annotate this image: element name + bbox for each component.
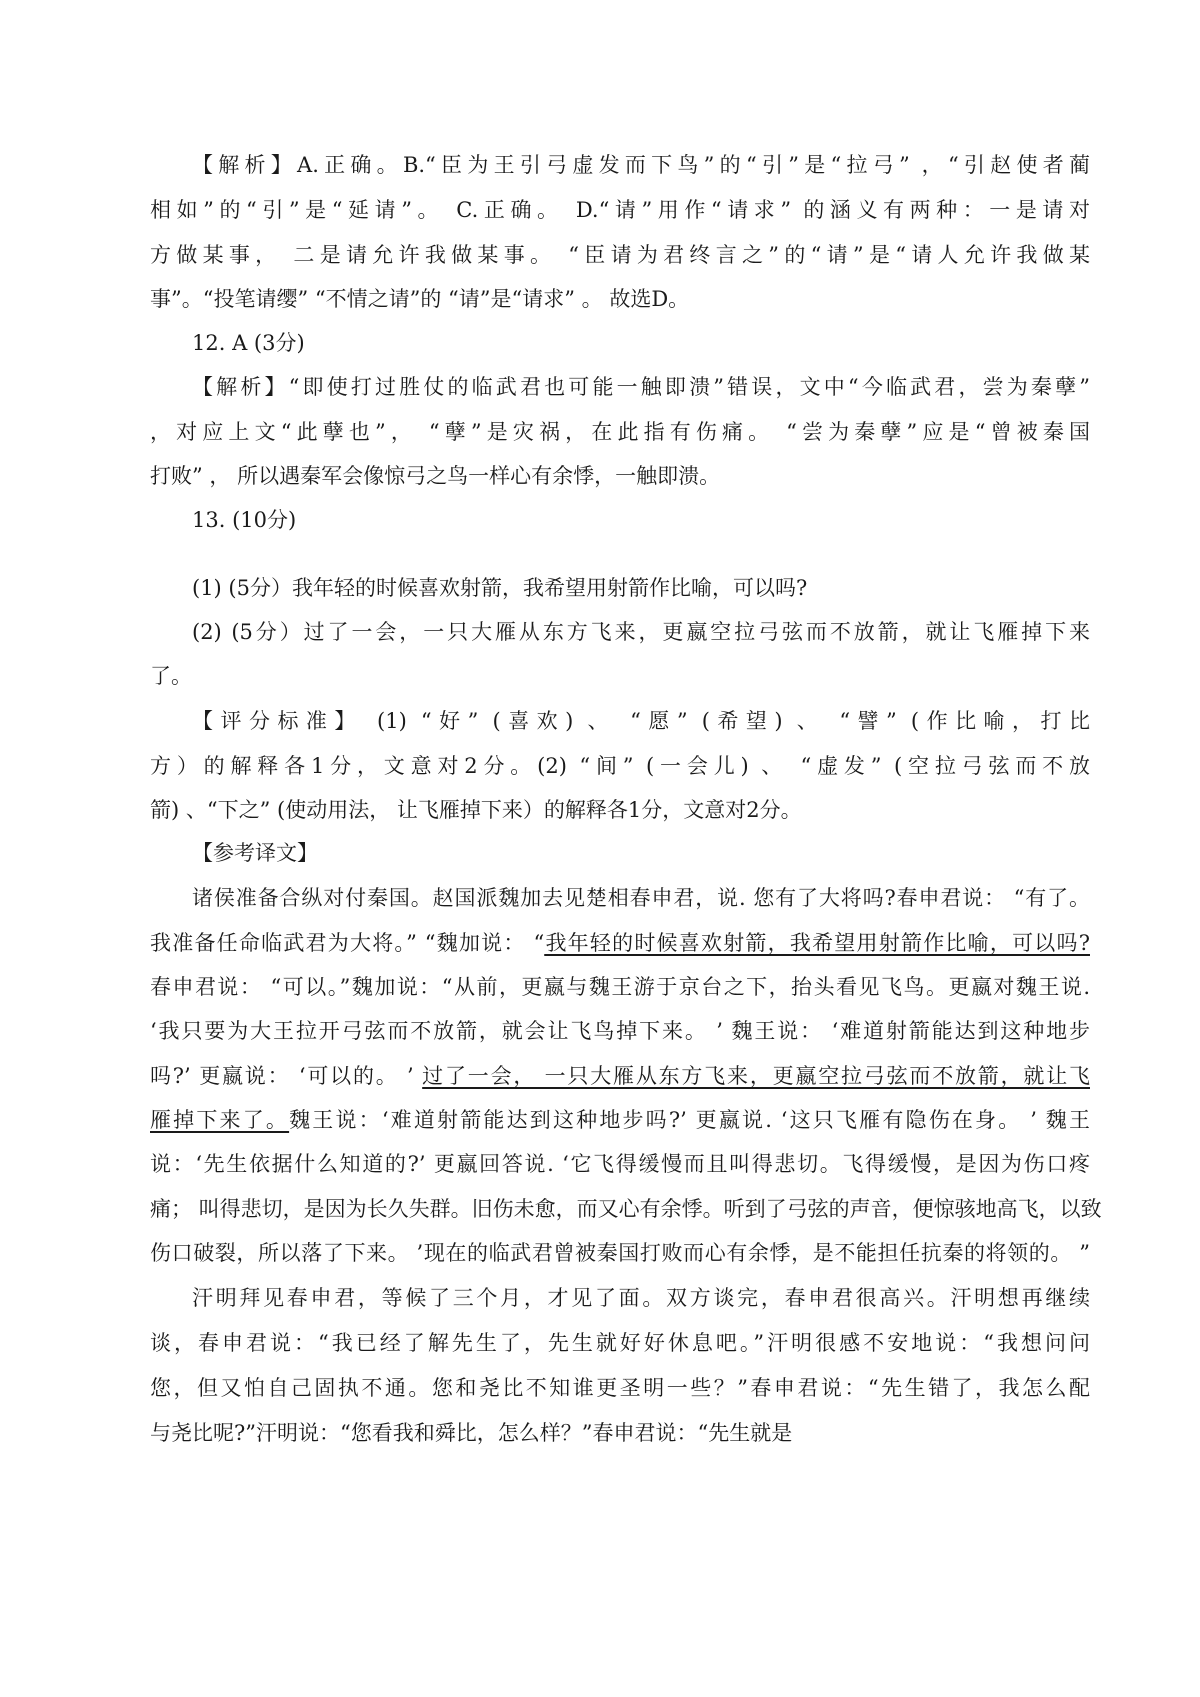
translation-line-8: 痛； 叫得悲切，是因为长久失群。旧伤未愈，而又心有余悸。听到了弓弦的声音，便惊骇地高飞，以致 (150, 1197, 1102, 1221)
scoring-line-3: 箭) 、“下之” (使动用法， 让飞雁掉下来）的解释各1分，文意对2分。 (150, 798, 802, 822)
translation-para-2-line-1: 汗明拜见春申君，等候了三个月，才见了面。双方谈完，春申君很高兴。汗明想再继续 (192, 1286, 1090, 1310)
translation-line-5-plain: 吗?’ 更嬴说： ‘可以的。 ’ (150, 1064, 423, 1088)
translation-line-6 (150, 1105, 1090, 1135)
translation-line-3: 春申君说： “可以。”魏加说：“从前，更嬴与魏王游于京台之下，抬头看见飞鸟。更嬴对魏王说. (150, 975, 1090, 999)
translation-para-2-line-2: 谈，春申君说：“我已经了解先生了，先生就好好休息吧。”汗明很感不安地说：“我想问问 (150, 1331, 1090, 1355)
translation-line-6-underlined: 雁掉下来了。 (150, 1108, 290, 1132)
translation-para-2-line-4: 与尧比呢?”汗明说：“您看我和舜比，怎么样？”春申君说：“先生就是 (150, 1421, 793, 1445)
answer-13-heading: 13. (10分) (192, 508, 297, 532)
analysis-11-line-4: 事”。“投笔请缨” “不情之请”的 “请”是“请求” 。 故选D。 (150, 287, 690, 311)
translation-line-2-underlined: 我年轻的时候喜欢射箭，我希望用射箭作比喻，可以吗? (544, 931, 1090, 955)
translation-line-5 (150, 1061, 1090, 1091)
scoring-line-2: 方）的解释各1分，文意对2分。(2) “间” (一会儿) 、 “虚发” (空拉弓弦而不放 (150, 754, 1090, 778)
analysis-11-line-3: 方做某事， 二是请允许我做某事。 “臣请为君终言之”的“请”是“请人允许我做某 (150, 243, 1090, 267)
translation-line-5-underlined: 过了一会， 一只大雁从东方飞来，更嬴空拉弓弦而不放箭，就让飞 (422, 1064, 1090, 1088)
analysis-12-line-1: 【解析】“即使打过胜仗的临武君也可能一触即溃”错误，文中“今临武君，尝为秦孽” (192, 375, 1090, 399)
translation-line-9: 伤口破裂，所以落了下来。 ’现在的临武君曾被秦国打败而心有余悸，是不能担任抗秦的将领的。 ” (150, 1241, 1090, 1265)
translation-line-7: 说：‘先生依据什么知道的?’ 更嬴回答说. ‘它飞得缓慢而且叫得悲切。飞得缓慢，是因为伤口疼 (150, 1152, 1090, 1176)
analysis-12-line-2: ，对应上文“此孽也”， “孽”是灾祸，在此指有伤痛。 “尝为秦孽”应是“曾被秦国 (150, 420, 1090, 444)
answer-12: 12. A (3分) (192, 331, 305, 355)
translation-line-1: 诸侯准备合纵对付秦国。赵国派魏加去见楚相春申君，说. 您有了大将吗?春申君说： “有了。 (192, 886, 1090, 910)
translation-line-2-plain: 我准备任命临武君为大将。” “魏加说： “ (150, 931, 545, 955)
translation-line-2 (150, 928, 1090, 958)
answer-13-part-2-line-2: 了。 (150, 664, 192, 688)
translation-line-4: ‘我只要为大王拉开弓弦而不放箭，就会让飞鸟掉下来。 ’ 魏王说： ‘难道射箭能达到这种地步 (150, 1019, 1090, 1043)
analysis-12-line-3: 打败” ， 所以遇秦军会像惊弓之鸟一样心有余悸，一触即溃。 (150, 464, 721, 488)
analysis-11-line-2: 相如”的“引”是“延请”。 C.正确。 D.“请”用作“请求” 的涵义有两种：一是请对 (150, 198, 1090, 222)
analysis-11-line-1: 【解析】A.正确。B.“臣为王引弓虚发而下鸟”的“引”是“拉弓” ，“引赵使者蔺 (192, 153, 1090, 177)
translation-para-2-line-3: 您，但又怕自己固执不通。您和尧比不知谁更圣明一些？”春申君说：“先生错了，我怎么配 (150, 1376, 1090, 1400)
scoring-line-1: 【评分标准】 (1) “好” (喜欢) 、 “愿” (希望) 、 “譬” (作比喻，打比 (192, 709, 1090, 733)
answer-13-part-1: (1) (5分）我年轻的时候喜欢射箭，我希望用射箭作比喻，可以吗? (192, 576, 808, 600)
answer-13-part-2-line-1: (2) (5分）过了一会，一只大雁从东方飞来，更嬴空拉弓弦而不放箭，就让飞雁掉下来 (192, 620, 1090, 644)
translation-line-6-plain: 魏王说：‘难道射箭能达到这种地步吗?’ 更嬴说. ‘这只飞雁有隐伤在身。 ’ 魏王 (289, 1108, 1090, 1132)
translation-heading: 【参考译文】 (192, 841, 318, 865)
